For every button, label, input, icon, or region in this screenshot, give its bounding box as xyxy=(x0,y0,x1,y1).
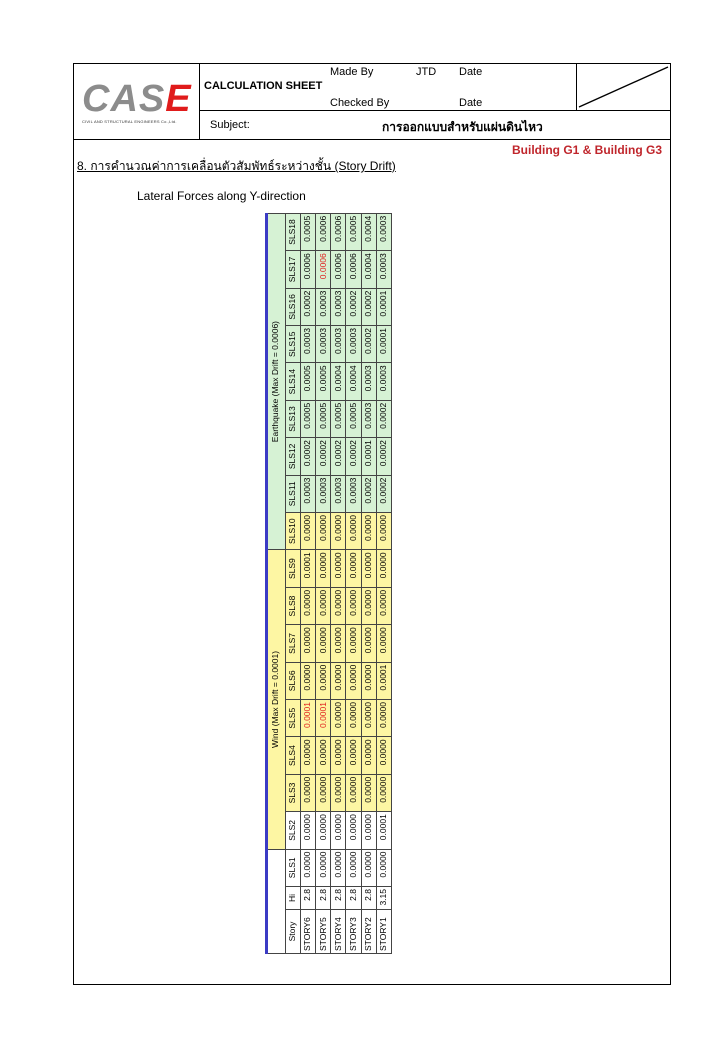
table-row xyxy=(316,213,331,953)
table-cell: 0.0000 xyxy=(346,587,361,624)
logo-text-accent: E xyxy=(165,78,192,120)
table-cell: 0.0000 xyxy=(361,662,376,699)
story-name-cell: STORY4 xyxy=(331,910,346,954)
table-cell: 0.0002 xyxy=(376,400,391,437)
table-cell: 0.0003 xyxy=(300,475,315,512)
table-cell: 0.0002 xyxy=(376,438,391,475)
table-cell: 0.0000 xyxy=(316,587,331,624)
table-row xyxy=(361,213,376,953)
table-cell: 0.0003 xyxy=(346,475,361,512)
table-cell: 0.0000 xyxy=(316,550,331,587)
sheet-title: CALCULATION SHEET xyxy=(204,80,323,92)
table-cell: 0.0000 xyxy=(331,625,346,662)
table-cell: 0.0000 xyxy=(346,849,361,886)
table-cell: 0.0000 xyxy=(376,849,391,886)
story-drift-table-container xyxy=(265,213,392,954)
table-cell: 0.0000 xyxy=(300,512,315,549)
section-title: 8. การคำนวณค่าการเคลื่อนตัวสัมพัทธ์ระหว่างชั้น (Story Drift) xyxy=(77,159,396,173)
group-header-wind: Wind (Max Drift = 0.0001) xyxy=(266,550,286,849)
table-cell: 0.0002 xyxy=(316,438,331,475)
table-cell: 0.0000 xyxy=(331,774,346,811)
table-cell: 0.0005 xyxy=(346,213,361,250)
table-cell: 0.0000 xyxy=(316,812,331,849)
made-by-value: JTD xyxy=(416,66,437,78)
header-divider-bottom xyxy=(73,139,671,140)
table-cell: 2.8 xyxy=(331,887,346,910)
table-cell: 0.0000 xyxy=(376,512,391,549)
checked-by-label: Checked By xyxy=(330,97,390,109)
table-cell: 0.0001 xyxy=(300,550,315,587)
table-cell: 0.0000 xyxy=(376,737,391,774)
table-cell: 0.0003 xyxy=(376,363,391,400)
table-cell: 0.0000 xyxy=(361,625,376,662)
story-name-cell: STORY5 xyxy=(316,910,331,954)
story-name-cell: STORY6 xyxy=(300,910,315,954)
table-left-border-accent xyxy=(265,213,268,954)
table-cell: 0.0006 xyxy=(316,213,331,250)
column-header: SLS13 xyxy=(285,400,300,437)
table-cell: 0.0006 xyxy=(316,251,331,288)
table-cell: 0.0000 xyxy=(376,550,391,587)
logo-tagline: CIVIL AND STRUCTURAL ENGINEERS Co.,Ltd. xyxy=(82,119,177,124)
table-cell: 0.0003 xyxy=(331,475,346,512)
table-cell: 0.0001 xyxy=(376,326,391,363)
table-cell: 0.0000 xyxy=(331,550,346,587)
table-cell: 0.0006 xyxy=(331,213,346,250)
table-cell: 0.0003 xyxy=(331,326,346,363)
table-cell: 0.0003 xyxy=(331,288,346,325)
table-row xyxy=(331,213,346,953)
table-cell: 0.0000 xyxy=(346,550,361,587)
table-cell: 0.0000 xyxy=(376,625,391,662)
table-cell: 0.0000 xyxy=(331,662,346,699)
made-by-label: Made By xyxy=(330,66,374,78)
table-cell: 0.0000 xyxy=(331,512,346,549)
table-row xyxy=(300,213,315,953)
table-cell: 0.0000 xyxy=(361,550,376,587)
logo-divider xyxy=(199,63,200,140)
table-cell: 0.0001 xyxy=(316,700,331,737)
company-logo xyxy=(82,78,192,124)
story-name-cell: STORY3 xyxy=(346,910,361,954)
column-header-row xyxy=(285,213,300,953)
column-header: SLS7 xyxy=(285,625,300,662)
table-cell: 2.8 xyxy=(361,887,376,910)
header-divider-mid xyxy=(199,110,671,111)
column-header: SLS1 xyxy=(285,849,300,886)
date-label-2: Date xyxy=(459,97,483,109)
column-header: SLS6 xyxy=(285,662,300,699)
table-cell: 0.0002 xyxy=(331,438,346,475)
table-cell: 0.0005 xyxy=(331,400,346,437)
table-cell: 0.0003 xyxy=(316,288,331,325)
table-cell: 0.0000 xyxy=(346,700,361,737)
date-label-1: Date xyxy=(459,66,483,78)
column-header: SLS15 xyxy=(285,326,300,363)
column-header: SLS18 xyxy=(285,213,300,250)
table-cell: 0.0003 xyxy=(376,213,391,250)
table-cell: 0.0000 xyxy=(331,737,346,774)
column-header: SLS9 xyxy=(285,550,300,587)
table-cell: 0.0005 xyxy=(300,213,315,250)
group-header-row xyxy=(266,213,286,953)
table-cell: 0.0000 xyxy=(300,587,315,624)
column-header: SLS5 xyxy=(285,700,300,737)
table-cell: 0.0000 xyxy=(346,812,361,849)
table-cell: 0.0005 xyxy=(300,363,315,400)
table-cell: 0.0005 xyxy=(346,400,361,437)
table-cell: 0.0002 xyxy=(346,438,361,475)
table-cell: 0.0005 xyxy=(316,363,331,400)
table-cell: 2.8 xyxy=(316,887,331,910)
table-cell: 0.0000 xyxy=(346,625,361,662)
table-cell: 0.0000 xyxy=(316,774,331,811)
table-cell: 0.0002 xyxy=(361,288,376,325)
table-row xyxy=(346,213,361,953)
table-cell: 0.0000 xyxy=(376,774,391,811)
table-cell: 3.15 xyxy=(376,887,391,910)
diagonal-line xyxy=(576,64,671,110)
table-cell: 0.0000 xyxy=(346,512,361,549)
table-cell: 0.0003 xyxy=(346,326,361,363)
table-cell: 0.0000 xyxy=(331,812,346,849)
subject-label: Subject: xyxy=(210,119,250,131)
table-cell: 0.0000 xyxy=(316,849,331,886)
column-header: SLS4 xyxy=(285,737,300,774)
table-cell: 0.0000 xyxy=(361,737,376,774)
column-header: SLS16 xyxy=(285,288,300,325)
table-cell: 0.0002 xyxy=(300,288,315,325)
table-cell: 0.0000 xyxy=(361,849,376,886)
table-cell: 0.0003 xyxy=(316,326,331,363)
column-header: SLS10 xyxy=(285,512,300,549)
table-cell: 0.0000 xyxy=(361,700,376,737)
table-cell: 0.0001 xyxy=(376,288,391,325)
table-cell: 0.0000 xyxy=(300,662,315,699)
building-label: Building G1 & Building G3 xyxy=(512,143,662,157)
table-cell: 0.0001 xyxy=(361,438,376,475)
table-cell: 0.0002 xyxy=(346,288,361,325)
story-name-cell: STORY1 xyxy=(376,910,391,954)
table-cell: 0.0006 xyxy=(346,251,361,288)
table-cell: 0.0005 xyxy=(300,400,315,437)
column-header: SLS3 xyxy=(285,774,300,811)
column-header: SLS14 xyxy=(285,363,300,400)
table-cell: 0.0000 xyxy=(361,587,376,624)
table-cell: 0.0000 xyxy=(346,662,361,699)
table-cell: 0.0001 xyxy=(300,700,315,737)
column-header: Hi xyxy=(285,887,300,910)
table-cell: 0.0004 xyxy=(361,251,376,288)
table-cell: 0.0000 xyxy=(300,849,315,886)
table-cell: 0.0001 xyxy=(376,662,391,699)
table-cell: 0.0003 xyxy=(376,251,391,288)
table-cell: 0.0000 xyxy=(316,625,331,662)
group-header-earthquake: Earthquake (Max Drift = 0.0006) xyxy=(266,213,286,550)
table-cell: 0.0004 xyxy=(361,213,376,250)
column-header: SLS11 xyxy=(285,475,300,512)
table-cell: 0.0000 xyxy=(376,700,391,737)
table-cell: 0.0003 xyxy=(316,475,331,512)
column-header: SLS17 xyxy=(285,251,300,288)
table-cell: 0.0000 xyxy=(331,700,346,737)
table-cell: 0.0000 xyxy=(331,849,346,886)
table-cell: 0.0000 xyxy=(331,587,346,624)
table-cell: 0.0000 xyxy=(376,587,391,624)
story-name-cell: STORY2 xyxy=(361,910,376,954)
table-cell: 0.0002 xyxy=(376,475,391,512)
table-cell: 0.0000 xyxy=(316,737,331,774)
table-cell: 0.0000 xyxy=(361,812,376,849)
table-cell: 0.0000 xyxy=(300,625,315,662)
table-cell: 0.0006 xyxy=(331,251,346,288)
column-header: Story xyxy=(285,910,300,954)
column-header: SLS12 xyxy=(285,438,300,475)
table-cell: 2.8 xyxy=(300,887,315,910)
table-cell: 0.0004 xyxy=(331,363,346,400)
table-cell: 0.0000 xyxy=(361,774,376,811)
table-cell: 0.0000 xyxy=(346,737,361,774)
table-row xyxy=(376,213,391,953)
table-cell: 0.0000 xyxy=(300,774,315,811)
table-cell: 0.0004 xyxy=(346,363,361,400)
table-cell: 0.0002 xyxy=(361,475,376,512)
table-cell: 0.0000 xyxy=(361,512,376,549)
subtitle: Lateral Forces along Y-direction xyxy=(137,189,306,203)
logo-text-main: CAS xyxy=(82,78,166,120)
table-cell: 0.0000 xyxy=(316,512,331,549)
table-cell: 0.0003 xyxy=(361,363,376,400)
group-header-blank xyxy=(266,849,286,953)
table-cell: 0.0002 xyxy=(361,326,376,363)
table-cell: 2.8 xyxy=(346,887,361,910)
subject-value: การออกแบบสำหรับแผ่นดินไหว xyxy=(382,120,543,134)
column-header: SLS2 xyxy=(285,812,300,849)
table-cell: 0.0001 xyxy=(376,812,391,849)
table-cell: 0.0000 xyxy=(346,774,361,811)
column-header: SLS8 xyxy=(285,587,300,624)
table-cell: 0.0006 xyxy=(300,251,315,288)
table-cell: 0.0002 xyxy=(300,438,315,475)
table-cell: 0.0005 xyxy=(316,400,331,437)
table-cell: 0.0000 xyxy=(300,812,315,849)
table-cell: 0.0003 xyxy=(361,400,376,437)
story-drift-table xyxy=(265,213,392,954)
table-cell: 0.0000 xyxy=(300,737,315,774)
table-cell: 0.0000 xyxy=(316,662,331,699)
table-cell: 0.0003 xyxy=(300,326,315,363)
